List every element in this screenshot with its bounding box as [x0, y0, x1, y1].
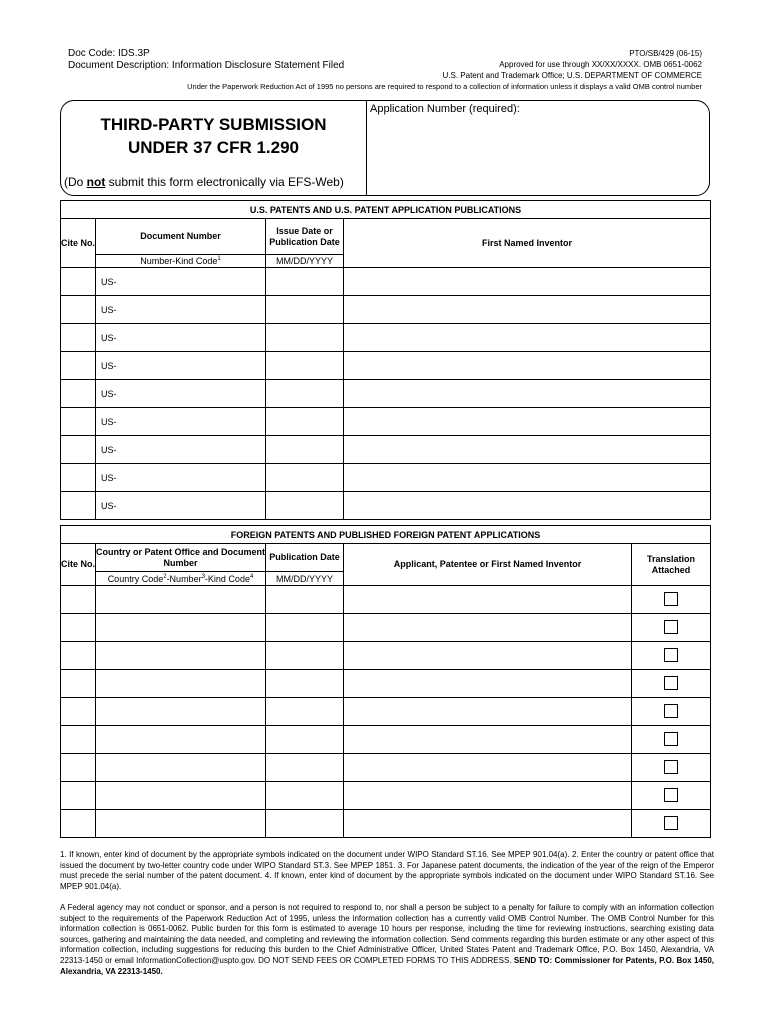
- foreign-cite-cell[interactable]: [61, 614, 96, 642]
- us-table-row: [61, 352, 711, 380]
- foreign-document-number-cell[interactable]: [96, 698, 266, 726]
- us-section-title: U.S. PATENTS AND U.S. PATENT APPLICATION PUBLICATIONS: [61, 201, 711, 219]
- foreign-col-date-format: MM/DD/YYYY: [266, 572, 344, 586]
- foreign-cite-cell[interactable]: [61, 670, 96, 698]
- translation-attached-checkbox[interactable]: [664, 620, 678, 634]
- translation-attached-checkbox[interactable]: [664, 704, 678, 718]
- foreign-cite-cell[interactable]: [61, 810, 96, 838]
- footnote-ref-2: 2: [163, 573, 167, 580]
- title-box: [60, 100, 710, 196]
- approval-text: Approved for use through XX/XX/XXXX. OMB 0651-0062: [499, 60, 702, 69]
- translation-cell: [632, 810, 711, 838]
- us-inventor-cell[interactable]: [344, 380, 711, 408]
- us-document-number-cell[interactable]: US-: [96, 296, 266, 324]
- foreign-applicant-cell[interactable]: [344, 754, 632, 782]
- foreign-table-row: [61, 614, 711, 642]
- us-table-row: [61, 436, 711, 464]
- us-date-cell[interactable]: [266, 352, 344, 380]
- efs-note: [64, 175, 344, 189]
- foreign-patents-table: [60, 525, 711, 838]
- header-left: [68, 48, 344, 72]
- us-cite-cell[interactable]: [61, 464, 96, 492]
- foreign-applicant-cell[interactable]: [344, 642, 632, 670]
- us-cite-cell[interactable]: [61, 352, 96, 380]
- us-document-number-cell[interactable]: US-: [96, 352, 266, 380]
- us-date-cell[interactable]: [266, 436, 344, 464]
- us-cite-cell[interactable]: [61, 492, 96, 520]
- translation-cell: [632, 754, 711, 782]
- us-date-cell[interactable]: [266, 296, 344, 324]
- translation-attached-checkbox[interactable]: [664, 592, 678, 606]
- us-patents-table: [60, 200, 711, 520]
- foreign-document-number-cell[interactable]: [96, 670, 266, 698]
- us-date-cell[interactable]: [266, 408, 344, 436]
- foreign-col-date: Publication Date: [266, 544, 344, 572]
- foreign-format-c: -Kind Code: [204, 573, 250, 584]
- translation-cell: [632, 614, 711, 642]
- us-date-cell[interactable]: [266, 324, 344, 352]
- foreign-table-row: [61, 810, 711, 838]
- foreign-applicant-cell[interactable]: [344, 670, 632, 698]
- foreign-document-number-cell[interactable]: [96, 754, 266, 782]
- foreign-cite-cell[interactable]: [61, 642, 96, 670]
- us-date-cell[interactable]: [266, 492, 344, 520]
- application-number-field[interactable]: [366, 101, 709, 195]
- us-document-number-cell[interactable]: US-: [96, 324, 266, 352]
- foreign-document-number-cell[interactable]: [96, 614, 266, 642]
- us-table-row: [61, 492, 711, 520]
- foreign-col-document-format: [96, 572, 266, 586]
- foreign-col-document-number: Country or Patent Office and Document Number: [96, 544, 266, 572]
- us-table-row: [61, 408, 711, 436]
- send-to-address: SEND TO: Commissioner for Patents, P.O. Box 1450, Alexandria, VA 22313-1450.: [60, 955, 714, 976]
- efs-note-suffix: submit this form electronically via EFS-Web): [105, 175, 344, 189]
- form-title-line2: UNDER 37 CFR 1.290: [127, 138, 299, 157]
- translation-attached-checkbox[interactable]: [664, 732, 678, 746]
- foreign-cite-cell[interactable]: [61, 782, 96, 810]
- us-col-first-inventor: First Named Inventor: [344, 219, 711, 268]
- form-number: PTO/SB/429 (06-15): [629, 49, 702, 58]
- foreign-format-b: -Number: [166, 573, 202, 584]
- foreign-table-row: [61, 642, 711, 670]
- us-document-number-cell[interactable]: US-: [96, 408, 266, 436]
- foreign-document-number-cell[interactable]: [96, 726, 266, 754]
- foreign-date-cell[interactable]: [266, 754, 344, 782]
- translation-cell: [632, 586, 711, 614]
- foreign-document-number-cell[interactable]: [96, 810, 266, 838]
- foreign-date-cell[interactable]: [266, 670, 344, 698]
- us-inventor-cell[interactable]: [344, 436, 711, 464]
- foreign-col-cite: Cite No.: [61, 544, 96, 586]
- foreign-applicant-cell[interactable]: [344, 586, 632, 614]
- application-number-label: Application Number (required):: [370, 103, 520, 115]
- us-doc-format-text: Number-Kind Code: [140, 256, 218, 266]
- foreign-cite-cell[interactable]: [61, 726, 96, 754]
- us-document-number-cell[interactable]: US-: [96, 268, 266, 296]
- translation-cell: [632, 642, 711, 670]
- paperwork-notice: Under the Paperwork Reduction Act of 1995 no persons are required to respond to a collection of information unless it displays a valid OMB control number: [187, 82, 702, 91]
- us-inventor-cell[interactable]: [344, 408, 711, 436]
- foreign-cite-cell[interactable]: [61, 754, 96, 782]
- footnotes: 1. If known, enter kind of document by the appropriate symbols indicated on the document under WIPO Standard ST.16. See MPEP 901.04(a). 2. Enter the country or patent office that issued the document by two-letter country code under WIPO Standard ST.3. See MPEP 1851. 3. For Japanese patent documents, the indication of the year of the reign of the Emperor must precede the serial number of the patent document. 4. If known, enter kind of document by the appropriate symbols indicated on the document under WIPO Standard ST.16. See MPEP 901.04(a).: [60, 850, 714, 891]
- burden-statement: [60, 903, 714, 977]
- us-document-number-cell[interactable]: US-: [96, 492, 266, 520]
- foreign-table-row: [61, 698, 711, 726]
- foreign-applicant-cell[interactable]: [344, 810, 632, 838]
- us-inventor-cell[interactable]: [344, 296, 711, 324]
- translation-attached-checkbox[interactable]: [664, 648, 678, 662]
- foreign-table-row: [61, 754, 711, 782]
- foreign-col-applicant: Applicant, Patentee or First Named Inventor: [344, 544, 632, 586]
- us-table-row: [61, 268, 711, 296]
- us-cite-cell[interactable]: [61, 380, 96, 408]
- foreign-cite-cell[interactable]: [61, 586, 96, 614]
- translation-attached-checkbox[interactable]: [664, 788, 678, 802]
- efs-note-emphasis: not: [86, 175, 106, 189]
- us-table-row: [61, 296, 711, 324]
- us-table-row: [61, 464, 711, 492]
- us-cite-cell[interactable]: [61, 408, 96, 436]
- us-date-cell[interactable]: [266, 380, 344, 408]
- us-inventor-cell[interactable]: [344, 324, 711, 352]
- foreign-col-translation: Translation Attached: [632, 544, 711, 586]
- foreign-date-cell[interactable]: [266, 614, 344, 642]
- header-right: [443, 48, 702, 81]
- doc-description: Document Description: Information Disclosure Statement Filed: [68, 60, 345, 71]
- us-date-cell[interactable]: [266, 268, 344, 296]
- translation-cell: [632, 670, 711, 698]
- foreign-date-cell[interactable]: [266, 810, 344, 838]
- us-inventor-cell[interactable]: [344, 268, 711, 296]
- form-title-line1: THIRD-PARTY SUBMISSION: [100, 115, 327, 134]
- us-document-number-cell[interactable]: US-: [96, 380, 266, 408]
- foreign-applicant-cell[interactable]: [344, 782, 632, 810]
- foreign-document-number-cell[interactable]: [96, 642, 266, 670]
- foreign-date-cell[interactable]: [266, 726, 344, 754]
- us-table-row: [61, 324, 711, 352]
- foreign-section-title: FOREIGN PATENTS AND PUBLISHED FOREIGN PATENT APPLICATIONS: [61, 526, 711, 544]
- us-table-row: [61, 380, 711, 408]
- footnote-ref-1: 1: [217, 256, 221, 262]
- us-cite-cell[interactable]: [61, 268, 96, 296]
- us-cite-cell[interactable]: [61, 324, 96, 352]
- foreign-date-cell[interactable]: [266, 698, 344, 726]
- translation-attached-checkbox[interactable]: [664, 816, 678, 830]
- foreign-table-row: [61, 586, 711, 614]
- us-col-document-number: Document Number: [96, 219, 266, 255]
- foreign-applicant-cell[interactable]: [344, 698, 632, 726]
- foreign-date-cell[interactable]: [266, 642, 344, 670]
- foreign-document-number-cell[interactable]: [96, 586, 266, 614]
- us-col-date: Issue Date or Publication Date: [266, 219, 344, 255]
- us-col-document-format: [96, 255, 266, 268]
- foreign-table-row: [61, 726, 711, 754]
- title-panel: [61, 101, 366, 195]
- burden-text: A Federal agency may not conduct or sponsor, and a person is not required to respond to, nor shall a person be subject to a penalty for failure to comply with an information collection subject to the requirements of the Paperwork Reduction Act of 1995, unless the information collection has a currently valid OMB Control Number. The OMB Control Number for this information collection is 0651-0062. Public burden for this form is estimated to average 10 hours per response, including the time for reviewing instructions, searching existing data sources, gathering and maintaining the data needed, and completing and reviewing the information collection. Send comments regarding this burden estimate or any other aspect of this information collection, including suggestions for reducing this burden to the Chief Administrative Officer, United States Patent and Trademark Office, P.O. Box 1450, Alexandria, VA 22313-1450 or email InformationCollection@uspto.gov. DO NOT SEND FEES OR COMPLETED FORMS TO THIS ADDRESS.: [60, 903, 714, 965]
- translation-attached-checkbox[interactable]: [664, 760, 678, 774]
- foreign-applicant-cell[interactable]: [344, 614, 632, 642]
- translation-cell: [632, 782, 711, 810]
- foreign-document-number-cell[interactable]: [96, 782, 266, 810]
- us-document-number-cell[interactable]: US-: [96, 436, 266, 464]
- us-col-date-format: MM/DD/YYYY: [266, 255, 344, 268]
- translation-attached-checkbox[interactable]: [664, 676, 678, 690]
- footnote-ref-4: 4: [249, 573, 254, 580]
- efs-note-prefix: (Do: [64, 175, 87, 189]
- foreign-applicant-cell[interactable]: [344, 726, 632, 754]
- translation-cell: [632, 698, 711, 726]
- footnote-ref-3: 3: [201, 573, 205, 580]
- foreign-table-row: [61, 782, 711, 810]
- us-cite-cell[interactable]: [61, 296, 96, 324]
- us-document-number-cell[interactable]: US-: [96, 464, 266, 492]
- foreign-table-row: [61, 670, 711, 698]
- us-date-cell[interactable]: [266, 464, 344, 492]
- foreign-cite-cell[interactable]: [61, 698, 96, 726]
- foreign-date-cell[interactable]: [266, 586, 344, 614]
- us-inventor-cell[interactable]: [344, 492, 711, 520]
- foreign-format-a: Country Code: [107, 573, 164, 584]
- agency-text: U.S. Patent and Trademark Office; U.S. DEPARTMENT OF COMMERCE: [442, 71, 702, 80]
- us-col-cite: Cite No.: [61, 219, 96, 268]
- doc-code: Doc Code: IDS.3P: [68, 48, 150, 59]
- foreign-date-cell[interactable]: [266, 782, 344, 810]
- us-cite-cell[interactable]: [61, 436, 96, 464]
- us-inventor-cell[interactable]: [344, 464, 711, 492]
- translation-cell: [632, 726, 711, 754]
- us-inventor-cell[interactable]: [344, 352, 711, 380]
